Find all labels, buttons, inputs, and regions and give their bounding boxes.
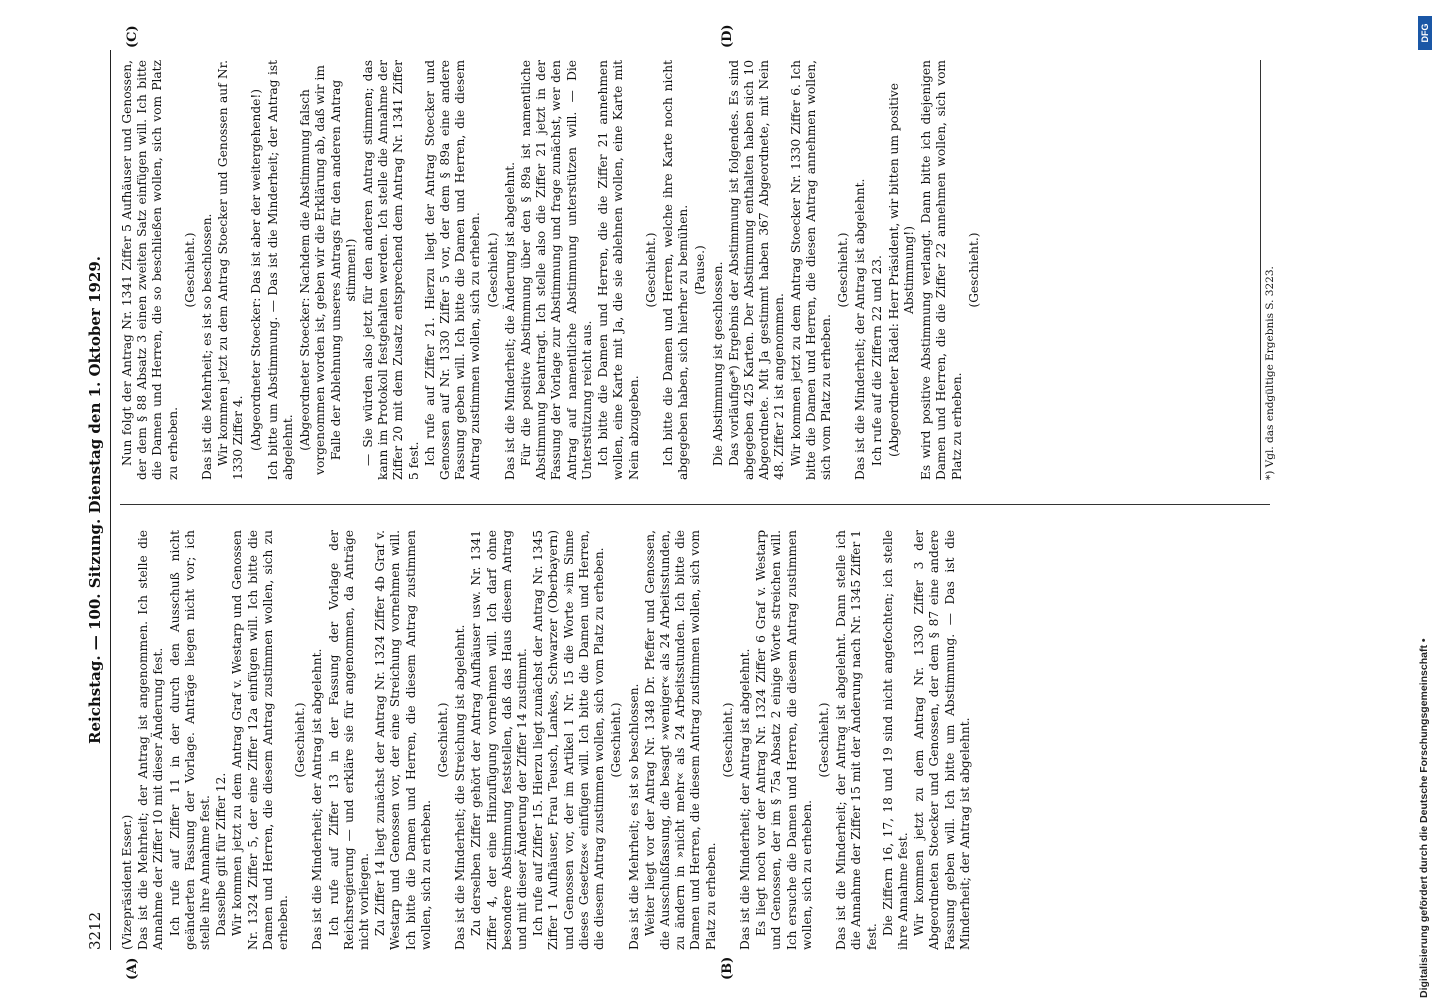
paragraph: Das ist die Minderheit; die Streichung ist abgelehnt. xyxy=(453,624,468,950)
margin-marker-a: (A) xyxy=(125,957,140,980)
dfg-logo-icon: DFG xyxy=(1418,16,1432,50)
paragraph: Die Ziffern 16, 17, 18 und 19 sind nicht angefochten; ich stelle ihre Annahme fest. xyxy=(880,530,910,950)
paragraph: (Geschieht.) xyxy=(643,232,658,308)
paragraph: Dasselbe gilt für Ziffer 12. xyxy=(214,772,229,936)
paragraph: (Abgeordneter Stoecker: Das ist aber der weitergehende!) xyxy=(248,88,263,452)
paragraph: (Geschieht.) xyxy=(182,232,197,308)
paragraph: Wir kommen jetzt zu dem Antrag Nr. 1330 Ziffer 3 der Abgeordneten Stoecker und Genossen, der dem § 87 eine andere Fassung geben will. Ich bitte um Abstimmung. — Das ist die Minderheit; der Antrag ist abgelehnt. xyxy=(912,530,972,950)
dfg-funding-note: Digitalisierung gefördert durch die Deutsche Forschungsgemeinschaft • xyxy=(1418,638,1430,998)
margin-marker-c: (C) xyxy=(125,25,140,48)
paragraph: (Geschieht.) xyxy=(720,702,735,778)
paragraph: Es liegt noch vor der Antrag Nr. 1324 Ziffer 6 Graf v. Westarp und Genossen, der im § 75a Absatz 2 einige Worte streichen will. Ich ersuche die Damen und Herren, die diesem Antrag zustimmen wollen, sich zu erheben. xyxy=(754,530,814,950)
paragraph: — Sie würden also jetzt für den anderen Antrag stimmen; das kann im Protokoll festgehalten werden. Ich stelle die Annahme der Ziffer 20 mit dem Zusatz entsprechend dem Antrag Nr. 1341 Ziffer 5 fest. xyxy=(361,60,421,480)
paragraph: (Vizepräsident Esser.) xyxy=(120,814,134,950)
paragraph: Ich bitte die Damen und Herren, die die Ziffer 21 annehmen wollen, eine Karte mit Ja, die sie ablehnen wollen, eine Karte mit Nein abzugeben. xyxy=(596,60,641,480)
paragraph: Für die positive Abstimmung über den § 89a ist namentliche Abstimmung beantragt. Ich stelle also die Ziffer 21 jetzt in der Fassung der Vorlage zur Abstimmung und frage zunächst, wer den Antrag auf namentliche Abstimmung unterstützen will. — Die Unterstützung reicht aus. xyxy=(519,60,594,480)
paragraph: Das ist die Minderheit; der Antrag ist abgelehnt. Dann stelle ich die Annahme der Ziffer 15 mit der Änderung nach Nr. 1345 Ziffer 1 fest. xyxy=(834,530,879,950)
paragraph: Ich rufe auf die Ziffern 22 und 23. xyxy=(869,255,884,466)
paragraph: Das ist die Minderheit; der Antrag ist abgelehnt. xyxy=(853,178,868,480)
paragraph: (Geschieht.) xyxy=(816,702,831,778)
paragraph: (Abgeordneter Rädel: Herr Präsident, wir bitten um positive Abstimmung!) xyxy=(886,82,916,458)
paragraph: Das ist die Minderheit; der Antrag ist abgelehnt. xyxy=(310,648,325,950)
page-header xyxy=(80,50,111,950)
paragraph: Das vorläufige*) Ergebnis der Abstimmung ist folgendes. Es sind abgegeben 425 Karten. Der Abstimmung enthalten haben sich 10 Abgeordnete. Mit Ja gestimmt haben 367 Abgeordnete, mit Nein 48. Ziffer 21 ist angenommen. xyxy=(726,60,787,480)
paragraph: Das ist die Minderheit; die Änderung ist abgelehnt. xyxy=(502,161,517,480)
dfg-sidebar xyxy=(1416,8,1434,998)
page-title: Reichstag. — 100. Sitzung. Dienstag den 1. Oktober 1929. xyxy=(86,256,104,744)
margin-marker-d: (D) xyxy=(720,24,735,48)
left-text-column xyxy=(120,530,1300,950)
column-divider xyxy=(120,504,1270,505)
paragraph: Das ist die Minderheit; der Antrag ist abgelehnt. xyxy=(737,648,752,950)
footnote: *) Vgl. das endgültige Ergebnis S. 3223. xyxy=(1260,60,1276,480)
paragraph: Ich bitte um Abstimmung. — Das ist die Minderheit; der Antrag ist abgelehnt. xyxy=(265,60,296,480)
paragraph: Ich rufe auf Ziffer 15. Hierzu liegt zunächst der Antrag Nr. 1345 Ziffer 1 Aufhäuser, Frau Teusch, Lankes, Schwarzer (Oberbayern) und Genossen vor, der im Artikel 1 Nr. 15 die Worte »im Sinne dieses Gesetzes« einfügen will. Ich bitte die Damen und Herren, die diesem Antrag zustimmen wollen, sich vom Platz zu erheben. xyxy=(531,530,607,950)
right-text-column xyxy=(120,60,1300,480)
paragraph: Zu derselben Ziffer gehört der Antrag Aufhäuser usw. Nr. 1341 Ziffer 4, der eine Hinzufügung vornehmen will. Ich darf ohne besondere Abstimmung feststellen, daß das Haus diesem Antrag und mit dieser Änderung der Ziffer 14 zustimmt. xyxy=(469,530,530,950)
paragraph: Nun folgt der Antrag Nr. 1341 Ziffer 5 Aufhäuser und Genossen, der dem § 88 Absatz 3 einen zweiten Satz einfügen will. Ich bitte die Damen und Herren, die so beschließen wollen, sich vom Platz zu erheben. xyxy=(120,60,180,480)
paragraph: (Abgeordneter Stoecker: Nachdem die Abstimmung falsch vorgenommen worden ist, geben wir die Erklärung ab, daß wir im Falle der Ablehnung unseres Antrags für den anderen Antrag stimmen!) xyxy=(298,65,358,475)
paragraph: (Geschieht.) xyxy=(836,232,851,308)
paragraph: Ich rufe auf Ziffer 13 in der Fassung der Vorlage der Reichsregierung — und erkläre sie für angenommen, da Anträge nicht vorliegen. xyxy=(326,530,372,950)
paragraph: Ich rufe auf Ziffer 21. Hierzu liegt der Antrag Stoecker und Genossen auf Nr. 1330 Ziffer 5 vor, der dem § 89a eine andere Fassung geben will. Ich bitte die Damen und Herren, die diesem Antrag zustimmen wollen, sich zu erheben. xyxy=(422,60,483,480)
paragraph: Wir kommen jetzt zu dem Antrag Stoecker und Genossen auf Nr. 1330 Ziffer 4. xyxy=(216,60,246,480)
paragraph: (Geschieht.) xyxy=(966,232,981,308)
paragraph: (Geschieht.) xyxy=(485,232,500,308)
paragraph: Ich bitte die Damen und Herren, welche ihre Karte noch nicht abgegeben haben, sich hierher zu bemühen. xyxy=(660,60,691,480)
paragraph: Das ist die Mehrheit; es ist so beschlossen. xyxy=(626,683,641,950)
paragraph: (Pause.) xyxy=(693,245,708,295)
paragraph: Die Abstimmung ist geschlossen. xyxy=(710,261,725,466)
paragraph: Ich rufe auf Ziffer 11 in der durch den Ausschuß nicht geänderten Fassung der Vorlage. Anträge liegen nicht vor; ich stelle ihre Annahme fest. xyxy=(167,530,213,950)
paragraph: (Geschieht.) xyxy=(609,702,624,778)
paragraph: Das ist die Mehrheit; der Antrag ist angenommen. Ich stelle die Annahme der Ziffer 10 mit dieser Änderung fest. xyxy=(136,530,166,950)
margin-marker-b: (B) xyxy=(720,956,735,980)
document-page xyxy=(80,24,1320,980)
paragraph: Zu Ziffer 14 liegt zunächst der Antrag Nr. 1324 Ziffer 4b Graf v. Westarp und Genossen vor, der eine Streichung vornehmen will. Ich bitte die Damen und Herren, die diesem Antrag zustimmen wollen, sich zu erheben. xyxy=(373,530,433,950)
paragraph: Es wird positive Abstimmung verlangt. Dann bitte ich diejenigen Damen und Herren, die die Ziffer 22 annehmen wollen, sich vom Platz zu erheben. xyxy=(919,60,964,480)
paragraph: (Geschieht.) xyxy=(436,702,451,778)
paragraph: Wir kommen jetzt zu dem Antrag Graf v. Westarp und Genossen Nr. 1324 Ziffer 5, der eine Ziffer 12a einfügen will. Ich bitte die Damen und Herren, die diesem Antrag zustimmen wollen, sich zu erheben. xyxy=(230,530,291,950)
page-number: 3212 xyxy=(86,911,104,950)
paragraph: Weiter liegt vor der Antrag Nr. 1348 Dr. Pfeffer und Genossen, die Ausschußfassung, die besagt »weniger« als 24 Arbeitsstunden, zu ändern in »nicht mehr« als 24 Arbeitsstunden. Ich bitte die Damen und Herren, die diesem Antrag zustimmen wollen, sich vom Platz zu erheben. xyxy=(642,530,718,950)
paragraph: Wir kommen jetzt zu dem Antrag Stoecker Nr. 1330 Ziffer 6. Ich bitte die Damen und Herren, die diesen Antrag annehmen wollen, sich vom Platz zu erheben. xyxy=(788,60,833,480)
paragraph: Das ist die Mehrheit; es ist so beschlossen. xyxy=(200,213,215,480)
paragraph: (Geschieht.) xyxy=(293,702,308,778)
